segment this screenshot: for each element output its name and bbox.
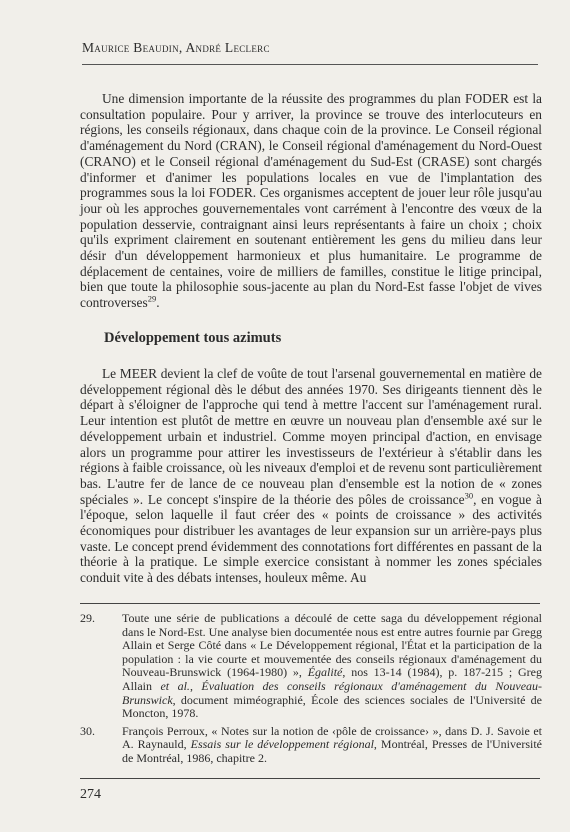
footnote-text-part: , document miméographié, École des sciences sociales de l'Université de Moncton, 1978. [122,692,542,721]
paragraph-text: Une dimension importante de la réussite des programmes du plan FODER est la consultation populaire. Pour y arriver, la province se trouve des interlocuteurs en régions, les conseils régionaux, dans chaque coin de la province. Le Conseil régional d'aménagement du Nord (CRAN), le Conseil régional d'aménagement du Nord-Ouest (CRANO) et le Conseil régional d'aménagement du Sud-Est (CRASE) sont chargés d'informer et d'animer les populations locales en vue de l'implantation des programmes sous la loi FODER. Ces organismes acceptent de jouer leur rôle jusqu'au jour où les approches gouvernementales vont carrément à l'encontre des vœux de la population desservie, contraignant ainsi leurs représentants à faire un choix ; choix qu'ils expriment clairement en soutenant entièrement les gens du milieu dans leur désir d'un développement harmonieux et plus humanitaire. Le programme de déplacement de centaines, voire de milliers de familles, constitue le litige principal, bien que toute la philosophie sous-jacente au plan du Nord-Est fasse l'objet de vives controverses [80,91,542,311]
paragraph-text: Le MEER devient la clef de voûte de tout l'arsenal gouvernemental en matière de développement régional dès le début des années 1970. Ses dirigeants tiennent dès le départ à s'éloigner de l'approche qui tend à mettre l'accent sur l'aménagement rural. Leur intention est plutôt de mettre en œuvre un nouveau plan d'ensemble axé sur le développement urbain et industriel. Comme moyen principal d'action, en envisage alors un programme pour attirer les investisseurs de l'extérieur à s'établir dans les régions à faible croissance, où les niveaux d'emploi et de revenu sont particulièrement bas. L'autre fer de lance de ce nouveau plan d'ensemble est la notion de « zones spéciales ». Le concept s'inspire de la théorie des pôles de croissance [80,366,542,507]
footnote-text-part: , Montréal, Presses de l'Université de Montréal, 1986, chapitre 2. [122,737,542,765]
paragraph-foder-consultation [80,91,542,311]
footnote-reference[interactable]: 29 [147,293,157,304]
footnote-30 [80,725,542,766]
footnote-reference[interactable]: 30 [464,490,474,501]
footnote-rule [80,603,540,604]
section-heading: Développement tous azimuts [104,330,282,346]
footnote-text-part: Toute une série de publications a découlé de cette saga du développement régional dans le Nord-Est. Une analyse bien documentée nous est entre autres fournie par Gregg Allain et Serge Côté dans « Le Développement régional, l'État et la participation de la population : la vie courte et mouvementée des conseils régionaux d'aménagement du Nouveau-Brunswick (1964-1980) », [122,611,542,680]
footnote-text-part: François Perroux, « Notes sur la notion de ‹pôle de croissance› », dans D. J. Savoie et A. Raynauld, [122,723,542,752]
footnotes [80,612,542,770]
footnote-journal-title: Égalité [307,665,343,680]
footnote-text [122,612,542,721]
footnote-text [122,725,542,766]
footer-rule [80,778,540,779]
footnote-text-part: , nos 13-14 (1984), p. 187-215 ; Greg Allain [122,665,542,693]
footnote-document-title: Évaluation des conseils régionaux d'aménagement du Nouveau-Brunswick [122,678,543,707]
paragraph-meer [80,366,542,586]
page-number: 274 [80,787,101,802]
paragraph-text-end: . [156,295,160,311]
footnote-text-part: , [189,678,202,693]
footnote-book-title: Essais sur le développement régional [190,737,374,752]
paragraph-text-end: , en vogue à l'époque, selon laquelle il faut créer des « points de croissance » des activités économiques pour distribuer les avantages de leur expansion sur un arrière-pays plus vaste. Le concept prend évidemment des connotations fort différentes en passant de la théorie à la pratique. Le simple exercice consistant à nommer les zones spéciales conduit vite à des débats intenses, houleux même. Au [80,491,542,586]
header-rule [82,64,538,65]
footnote-number: 30. [80,723,95,738]
footnote-et-al: et al. [160,678,190,693]
footnote-number: 29. [80,611,95,625]
running-head: Maurice Beaudin, André Leclerc [82,40,270,55]
footnote-29 [80,612,542,721]
